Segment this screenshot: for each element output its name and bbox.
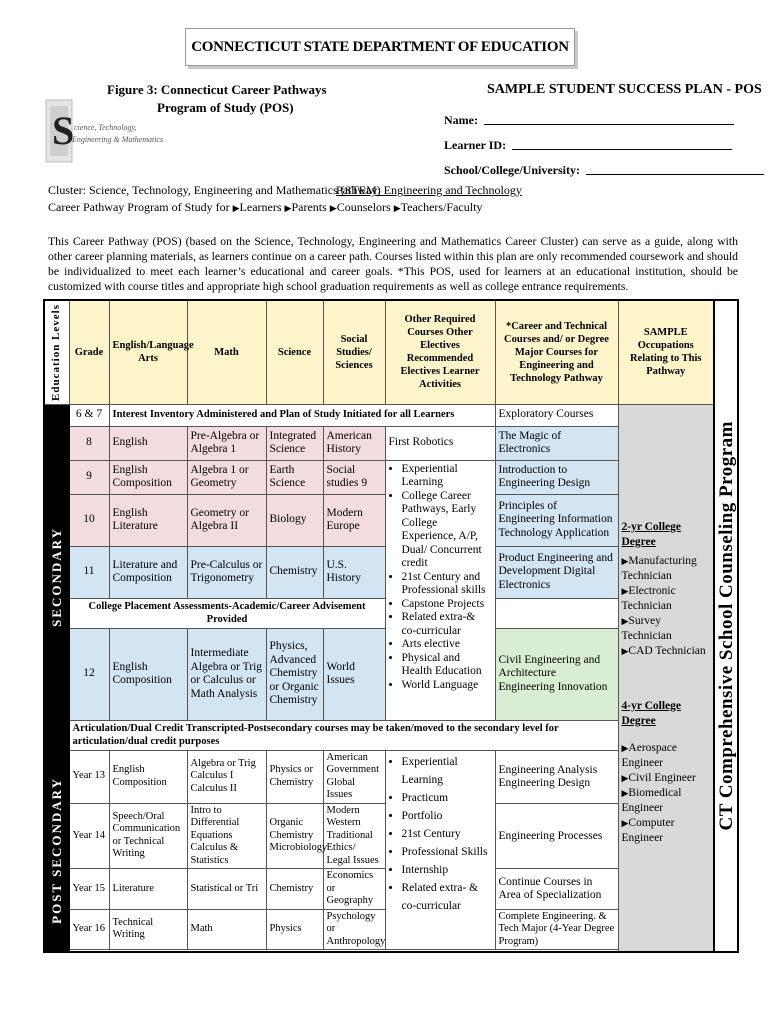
secondary-other-list [389,463,492,693]
arrow-right-icon: ▶ [232,203,240,213]
list-item: • Related extra-& co-curricular [402,611,492,638]
stem-logo-graphic [44,96,164,168]
arrow-right-icon: ▶ [393,203,401,213]
right-banner-cell [714,300,738,952]
list-item: • Related extra- & co-curricular [402,879,492,915]
g8-english: English [109,426,187,460]
g10-math: Geometry or Algebra II [187,494,266,546]
svg-text:Engineering & Mathematics: Engineering & Mathematics [72,135,164,144]
g12-science: Physics, Advanced Chemistry or Organic Chemistry [266,628,323,720]
grade-8: 8 [69,426,109,460]
list-item: • Practicum [402,789,492,807]
y16-science: Physics [266,909,323,950]
name-label: Name: [444,113,478,127]
y15-career: Continue Courses in Area of Specialization [495,869,618,910]
g9-science: Earth Science [266,460,323,494]
arrow-right-icon: ▶ [621,585,629,596]
y16-career: Complete Engineering. & Tech Major (4-Year Degree Program) [495,909,618,950]
placement-career-blank [495,598,618,628]
y13-social: American Government Global Issues [323,750,385,803]
name-input-line[interactable] [484,123,734,125]
audience-learners: Learners [239,200,282,214]
audience-teachers: Teachers/Faculty [400,200,483,214]
arrow-right-icon: ▶ [621,772,629,783]
arrow-right-icon: ▶ [621,817,629,828]
y15-science: Chemistry [266,869,323,910]
secondary-label: SECONDARY [49,527,64,627]
grade-year-14: Year 14 [69,803,109,869]
grade-year-16: Year 16 [69,909,109,950]
header-science: Science [266,300,323,404]
college-placement-row: College Placement Assessments-Academic/Career Advisement Provided [69,598,385,628]
header-math: Math [187,300,266,404]
department-title-box [185,28,575,66]
secondary-other-cell [385,460,495,720]
list-item: • College Career Pathways, Early College Experience, A/P, Dual/ Concurrent credit [402,490,492,571]
arrow-right-icon: ▶ [621,615,629,626]
list-item: • Experiential Learning [402,753,492,789]
list-item: • Internship [402,861,492,879]
list-item: • World Language [402,679,492,693]
g11-science: Chemistry [266,546,323,598]
four-year-degree-title: 4-yr College Degree [621,699,682,727]
figure-caption-line2: Program of Study (POS) [157,100,294,115]
grade-10: 10 [69,494,109,546]
y13-math: Algebra or Trig Calculus I Calculus II [187,750,266,803]
interest-inventory-row: Interest Inventory Administered and Plan of Study Initiated for all Learners [109,404,495,426]
g9-career: Introduction to Engineering Design [495,460,618,494]
pos-for-line [48,200,482,216]
g10-career: Principles of Engineering Information Technology Application [495,494,618,546]
intro-paragraph: This Career Pathway (POS) (based on the Science, Technology, Engineering and Mathematics Career Cluster) can serve as a guide, along with other career planning materials, as learners continue on a career path. Courses listed within this plan are only recommended coursework and should be individualized to meet each learner’s educational and career goals. *This POS, used for learners at an educational institution, should be customized with course titles and appropriate high school graduation requirements as well as college entrance requirements. [48,235,738,293]
four-year-occupation: ▶Civil Engineer [621,771,696,784]
occupations-cell [618,404,714,952]
secondary-band [44,404,69,750]
audience-counselors: Counselors [336,200,391,214]
y13-english: English Composition [109,750,187,803]
four-year-occupation: ▶Biomedical Engineer [621,786,682,814]
pos-for-label: Career Pathway Program of Study for [48,200,230,214]
stem-logo [44,96,164,168]
y16-english: Technical Writing [109,909,187,950]
g11-career: Product Engineering and Development Digital Electronics [495,546,618,598]
arrow-right-icon: ▶ [329,203,337,213]
list-item: • Professional Skills [402,843,492,861]
list-item: • 21st Century [402,825,492,843]
g12-english: English Composition [109,628,187,720]
four-year-occupation: ▶Aerospace Engineer [621,741,677,769]
header-occupations: SAMPLE Occupations Relating to This Pathway [618,300,714,404]
g9-social: Social studies 9 [323,460,385,494]
learner-id-label: Learner ID: [444,138,507,152]
header-social: Social Studies/ Sciences [323,300,385,404]
g11-english: Literature and Composition [109,546,187,598]
grade-9: 9 [69,460,109,494]
y14-math: Intro to Differential Equations Calculus & Statistics [187,803,266,869]
list-item: • Physical and Health Education [402,652,492,679]
post-secondary-band [44,750,69,952]
g10-science: Biology [266,494,323,546]
list-item: • Experiential Learning [402,463,492,490]
y14-social: Modern Western Traditional Ethics/ Legal Issues [323,803,385,869]
articulation-row: Articulation/Dual Credit Transcripted-Postsecondary courses may be taken/moved to the secondary level for articulation/dual credit purposes [69,720,618,750]
grade-12: 12 [69,628,109,720]
pathway-line: Pathway: Engineering and Technology [336,183,522,197]
grade-year-15: Year 15 [69,869,109,910]
header-grade: Grade [69,300,109,404]
g10-english: English Literature [109,494,187,546]
school-input-line[interactable] [586,173,764,175]
y15-english: Literature [109,869,187,910]
two-year-occupation: ▶CAD Technician [621,644,706,657]
y13-career: Engineering Analysis Engineering Design [495,750,618,803]
post-secondary-label: POST SECONDARY [48,777,64,924]
school-field[interactable] [444,163,764,178]
g11-social: U.S. History [323,546,385,598]
y15-social: Economics or Geography [323,869,385,910]
name-field[interactable] [444,113,734,128]
g8-other: First Robotics [385,426,495,460]
y16-math: Math [187,909,266,950]
svg-text:S: S [52,108,75,153]
list-item: • Arts elective [402,638,492,652]
department-title: CONNECTICUT STATE DEPARTMENT OF EDUCATION [191,38,569,55]
two-year-occupation: ▶Electronic Technician [621,584,676,612]
two-year-degree-title: 2-yr College Degree [621,520,682,548]
arrow-right-icon: ▶ [284,203,292,213]
grade-6-7: 6 & 7 [69,404,109,426]
y14-english: Speech/Oral Communication or Technical Writing [109,803,187,869]
g8-science: Integrated Science [266,426,323,460]
g9-english: English Composition [109,460,187,494]
y14-career: Engineering Processes [495,803,618,869]
g12-career: Civil Engineering and Architecture Engineering Innovation [495,628,618,720]
g12-math: Intermediate Algebra or Trig or Calculus or Math Analysis [187,628,266,720]
y16-social: Psychology or Anthropology [323,909,385,950]
cluster-line: Cluster: Science, Technology, Engineering and Mathematics (STEM) [48,183,381,197]
g8-math: Pre-Algebra or Algebra 1 [187,426,266,460]
g8-career: The Magic of Electronics [495,426,618,460]
program-of-study-table [43,299,739,953]
post-other-list [389,753,492,915]
post-other-cell [385,750,495,950]
g11-math: Pre-Calculus or Trigonometry [187,546,266,598]
list-item: • 21st Century and Professional skills [402,571,492,598]
list-item: • Capstone Projects [402,598,492,612]
learner-id-field[interactable] [444,138,732,153]
plan-title: SAMPLE STUDENT SUCCESS PLAN - POS [487,82,762,97]
exploratory-courses: Exploratory Courses [495,404,618,426]
g8-social: American History [323,426,385,460]
arrow-right-icon: ▶ [621,787,629,798]
y13-science: Physics or Chemistry [266,750,323,803]
arrow-right-icon: ▶ [621,555,629,566]
svg-text:cience, Technology,: cience, Technology, [74,123,137,132]
two-year-occupation: ▶Manufacturing Technician [621,554,697,582]
y14-science: Organic Chemistry Microbiology [266,803,323,869]
y15-math: Statistical or Tri [187,869,266,910]
g9-math: Algebra 1 or Geometry [187,460,266,494]
grade-year-13: Year 13 [69,750,109,803]
list-item: • Portfolio [402,807,492,825]
grade-11: 11 [69,546,109,598]
audience-parents: Parents [291,200,327,214]
g10-social: Modern Europe [323,494,385,546]
arrow-right-icon: ▶ [621,742,629,753]
figure-caption-line1: Figure 3: Connecticut Career Pathways [107,82,327,97]
g12-social: World Issues [323,628,385,720]
school-label: School/College/University: [444,163,580,177]
two-year-occupation: ▶Survey Technician [621,614,672,642]
header-career: *Career and Technical Courses and/ or Degree Major Courses for Engineering and Technology Pathway [495,300,618,404]
header-levels: Education Levels [44,300,69,404]
learner-id-input-line[interactable] [512,148,732,150]
arrow-right-icon: ▶ [621,645,629,656]
header-english: English/Language Arts [109,300,187,404]
header-other: Other Required Courses Other Electives Recommended Electives Learner Activities [385,300,495,404]
right-banner: CT Comprehensive School Counseling Program [715,421,737,831]
four-year-occupation: ▶Computer Engineer [621,816,675,844]
